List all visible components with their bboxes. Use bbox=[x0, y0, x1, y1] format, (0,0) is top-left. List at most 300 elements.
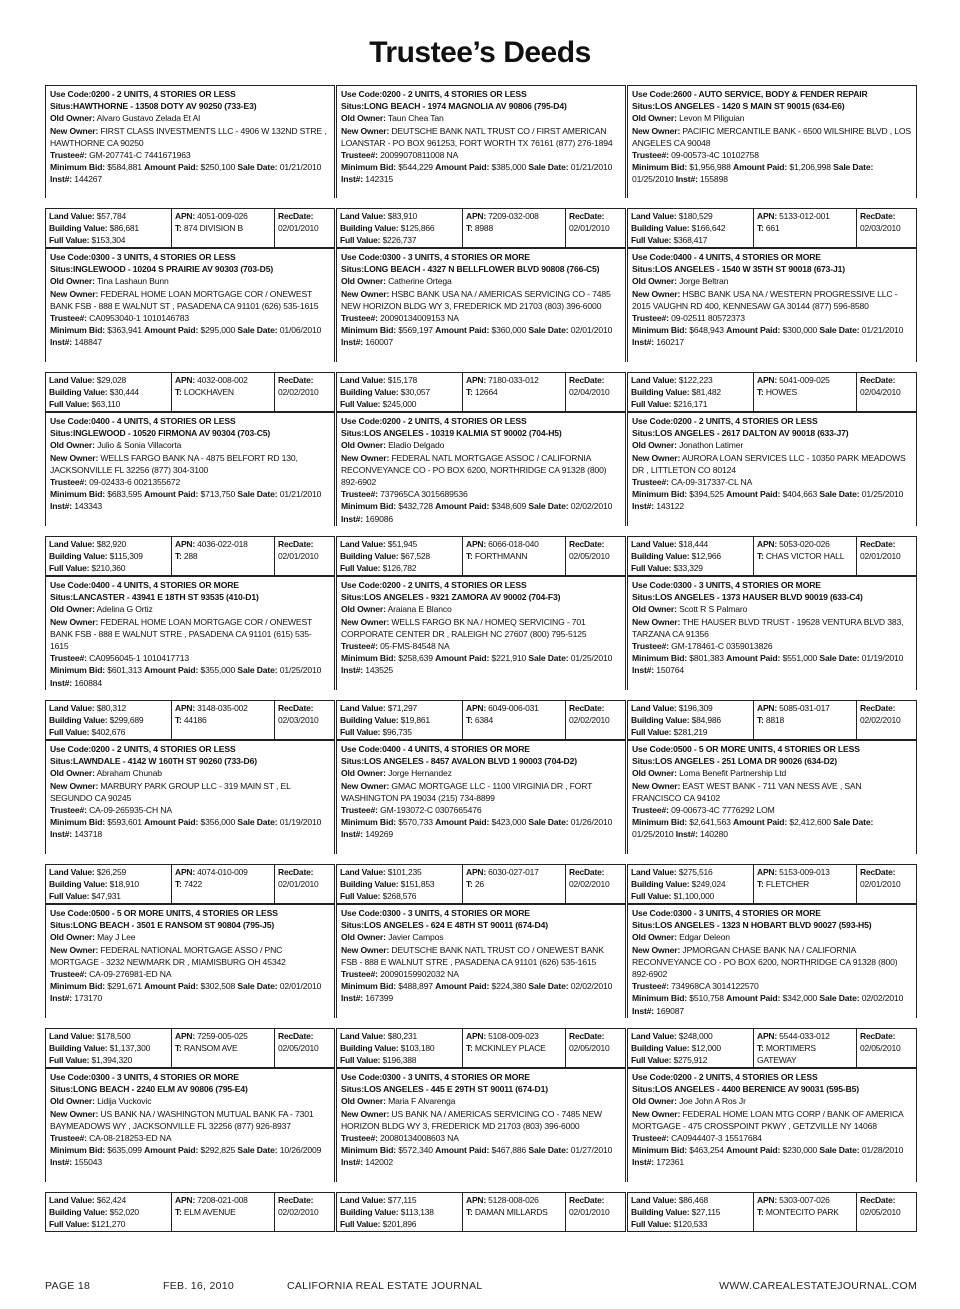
label-text: Full Value: bbox=[49, 563, 90, 573]
label-text: Amount Paid: bbox=[435, 817, 490, 828]
label-text: T: bbox=[757, 879, 764, 889]
label-text: T: bbox=[757, 551, 764, 561]
deed-values bbox=[45, 372, 335, 412]
label-text: Trustee#: bbox=[632, 805, 669, 816]
value-cell bbox=[337, 373, 463, 411]
value-cell bbox=[337, 1193, 463, 1231]
label-text: Minimum Bid: bbox=[341, 325, 397, 336]
sale-date: 01/25/2010 bbox=[570, 653, 613, 664]
new-owner-line bbox=[341, 1108, 621, 1132]
label-text: Minimum Bid: bbox=[341, 817, 397, 828]
situs: LOS ANGELES - 1373 HAUSER BLVD 90019 (633-C4) bbox=[654, 592, 863, 603]
value-cell bbox=[46, 865, 172, 903]
label-text: Old Owner: bbox=[341, 276, 386, 287]
use-code: 0200 - 2 UNITS, 4 STORIES OR LESS bbox=[382, 89, 527, 99]
label-text: New Owner: bbox=[50, 1108, 99, 1119]
building-value: $115,309 bbox=[109, 551, 143, 561]
label-text bbox=[340, 1054, 459, 1066]
minimum-bid: $488,897 bbox=[398, 981, 433, 992]
trustee-number: 05-FMS-84548 NA bbox=[380, 641, 450, 652]
recdate-cell bbox=[275, 1193, 334, 1231]
trustee-line bbox=[341, 804, 621, 816]
old-owner: Maria F Alvarenga bbox=[388, 1096, 456, 1107]
apn: 5053-020-026 bbox=[779, 539, 830, 549]
label-text: Building Value: bbox=[49, 551, 108, 561]
label-text: Situs: bbox=[50, 592, 73, 603]
label-text: New Owner: bbox=[341, 1108, 390, 1119]
tract: 8818 bbox=[765, 715, 784, 725]
apn: 5303-007-026 bbox=[779, 1195, 830, 1205]
new-owner-line bbox=[632, 944, 912, 981]
bid-line bbox=[341, 1144, 621, 1168]
label-text: Land Value: bbox=[49, 703, 95, 713]
deed-details bbox=[627, 248, 917, 362]
trustee-number: CA-09-265935-CH NA bbox=[89, 805, 172, 816]
tract: 26 bbox=[474, 879, 484, 889]
building-value: $125,866 bbox=[400, 223, 435, 233]
recdate-cell bbox=[566, 1193, 625, 1231]
bid-line bbox=[341, 324, 621, 348]
old-owner: Levon M Piliguian bbox=[679, 113, 745, 124]
apn: 7209-032-008 bbox=[488, 211, 539, 221]
deed-values bbox=[336, 1028, 626, 1068]
label-text: Situs: bbox=[50, 428, 73, 439]
apn-cell bbox=[172, 865, 275, 903]
use-code: 0300 - 3 UNITS, 4 STORIES OR MORE bbox=[673, 580, 821, 590]
label-text: Land Value: bbox=[340, 1031, 386, 1041]
label-text: Building Value: bbox=[631, 1207, 690, 1217]
label-text bbox=[466, 866, 562, 878]
label-text: New Owner: bbox=[341, 616, 390, 627]
deed-details bbox=[627, 740, 917, 854]
old-owner-line bbox=[341, 767, 621, 779]
label-text: New Owner: bbox=[632, 780, 681, 791]
label-text: Full Value: bbox=[49, 399, 90, 409]
label-text: Land Value: bbox=[631, 703, 677, 713]
old-owner-line bbox=[341, 112, 621, 124]
situs-line bbox=[50, 591, 330, 603]
deed-details bbox=[336, 85, 626, 198]
use-code-line bbox=[632, 907, 912, 919]
label-text: Amount Paid: bbox=[144, 489, 199, 500]
rec-date: 02/05/2010 bbox=[278, 1043, 319, 1053]
amount-paid: $302,508 bbox=[200, 981, 236, 992]
label-text: RecDate: bbox=[860, 703, 896, 713]
deed-details bbox=[336, 904, 626, 1018]
label-text bbox=[175, 1194, 271, 1206]
label-text bbox=[49, 210, 168, 222]
label-text: APN: bbox=[757, 211, 777, 221]
label-text: New Owner: bbox=[50, 452, 99, 463]
label-text: Sale Date: bbox=[528, 817, 569, 828]
bid-line bbox=[341, 652, 621, 676]
sale-date: 01/21/2010 bbox=[279, 489, 322, 500]
inst-number: 143718 bbox=[74, 829, 103, 840]
label-text: Full Value: bbox=[631, 727, 672, 737]
tract: MORTIMERS GATEWAY bbox=[757, 1043, 816, 1065]
label-text bbox=[340, 1194, 459, 1206]
label-text: Inst#: bbox=[341, 829, 364, 840]
label-text bbox=[340, 1206, 459, 1218]
new-owner: THE HAUSER BLVD TRUST - 19528 VENTURA BLVD 383, TARZANA CA 91356 bbox=[632, 616, 904, 639]
deed-values bbox=[45, 1028, 335, 1068]
deed-record bbox=[45, 85, 335, 248]
apn-cell bbox=[754, 537, 857, 575]
full-value: $1,394,320 bbox=[91, 1055, 133, 1065]
apn-cell bbox=[172, 373, 275, 411]
label-text: Inst#: bbox=[50, 174, 73, 185]
land-value: $83,910 bbox=[387, 211, 418, 221]
old-owner-line bbox=[341, 931, 621, 943]
label-text bbox=[631, 398, 750, 410]
label-text: Sale Date: bbox=[237, 489, 278, 500]
situs: LOS ANGELES - 8457 AVALON BLVD 1 90003 (704-D2) bbox=[363, 756, 577, 767]
label-text: Minimum Bid: bbox=[632, 162, 688, 173]
old-owner-line bbox=[632, 767, 912, 779]
label-text: Use Code: bbox=[341, 744, 383, 754]
label-text: Use Code: bbox=[632, 908, 674, 918]
recdate-cell bbox=[275, 1029, 334, 1067]
label-text bbox=[631, 1206, 750, 1218]
label-text: Minimum Bid: bbox=[341, 1145, 397, 1156]
label-text: Use Code: bbox=[341, 908, 383, 918]
new-owner-line bbox=[50, 944, 330, 968]
bid-line bbox=[50, 816, 330, 840]
label-text: Sale Date: bbox=[237, 665, 278, 676]
value-cell bbox=[628, 1029, 754, 1067]
label-text: Minimum Bid: bbox=[341, 162, 397, 173]
label-text bbox=[757, 1206, 853, 1218]
recdate-cell bbox=[275, 209, 334, 247]
label-text: RecDate: bbox=[278, 211, 314, 221]
value-cell bbox=[628, 701, 754, 739]
label-text: Amount Paid: bbox=[726, 489, 781, 500]
deed-details bbox=[45, 85, 335, 198]
label-text bbox=[49, 538, 168, 550]
label-text: Full Value: bbox=[631, 1219, 672, 1229]
situs: LOS ANGELES - 2617 DALTON AV 90018 (633-J7) bbox=[654, 428, 849, 439]
label-text: New Owner: bbox=[341, 944, 390, 955]
label-text: Land Value: bbox=[340, 211, 386, 221]
apn-cell bbox=[172, 1193, 275, 1231]
label-text: Sale Date: bbox=[237, 1145, 278, 1156]
building-value: $86,681 bbox=[109, 223, 139, 233]
label-text: Minimum Bid: bbox=[632, 993, 688, 1004]
inst-number: 155898 bbox=[700, 174, 728, 185]
tract: MONTECITO PARK bbox=[765, 1207, 839, 1217]
label-text: RecDate: bbox=[278, 703, 314, 713]
building-value: $12,966 bbox=[691, 551, 721, 561]
old-owner-line bbox=[50, 603, 330, 615]
trustee-line bbox=[632, 1132, 912, 1144]
rec-date: 02/01/2010 bbox=[860, 551, 901, 561]
amount-paid: $230,000 bbox=[782, 1145, 818, 1156]
full-value: $281,219 bbox=[673, 727, 708, 737]
deed-values bbox=[627, 700, 917, 740]
label-text: APN: bbox=[757, 867, 777, 877]
rec-date: 02/05/2010 bbox=[860, 1207, 901, 1217]
rec-date: 02/01/2010 bbox=[860, 879, 901, 889]
old-owner: Abraham Chunab bbox=[96, 768, 162, 779]
label-text: Full Value: bbox=[340, 399, 381, 409]
sale-date: 01/21/2010 bbox=[861, 325, 904, 336]
bid-line bbox=[632, 1144, 912, 1168]
label-text bbox=[631, 878, 750, 890]
new-owner: WELLS FARGO BANK NA - 4875 BELFORT RD 130, JACKSONVILLE FL 32256 (877) 304-3100 bbox=[50, 452, 298, 475]
label-text: Land Value: bbox=[340, 539, 386, 549]
old-owner-line bbox=[50, 767, 330, 779]
label-text: New Owner: bbox=[341, 125, 390, 136]
label-text bbox=[757, 386, 853, 398]
label-text: New Owner: bbox=[341, 452, 390, 463]
label-text: Old Owner: bbox=[50, 768, 95, 779]
label-text: New Owner: bbox=[632, 452, 681, 463]
sale-date: 01/25/2010 bbox=[861, 489, 904, 500]
minimum-bid: $593,601 bbox=[107, 817, 142, 828]
label-text: Minimum Bid: bbox=[50, 489, 106, 500]
apn-cell bbox=[754, 865, 857, 903]
land-value: $178,500 bbox=[96, 1031, 131, 1041]
page-title: Trustee’s Deeds bbox=[369, 36, 591, 69]
label-text bbox=[49, 550, 168, 562]
new-owner-line bbox=[50, 616, 330, 653]
new-owner: HSBC BANK USA NA / WESTERN PROGRESSIVE LLC - 2015 VAUGHN RD 400, KENNESAW GA 30144 (877) 596-8580 bbox=[632, 288, 898, 311]
label-text: Inst#: bbox=[632, 1005, 655, 1016]
bid-line bbox=[50, 324, 330, 348]
deed-record bbox=[336, 85, 626, 248]
situs-line bbox=[341, 755, 621, 767]
deed-details bbox=[627, 1068, 917, 1182]
old-owner: May J Lee bbox=[97, 932, 136, 943]
use-code-line bbox=[632, 88, 912, 100]
use-code: 0200 - 2 UNITS, 4 STORIES OR LESS bbox=[382, 416, 527, 426]
label-text bbox=[49, 234, 168, 246]
tract: 44186 bbox=[183, 715, 207, 725]
inst-number: 160217 bbox=[656, 337, 685, 348]
label-text bbox=[757, 702, 853, 714]
full-value: $196,388 bbox=[382, 1055, 417, 1065]
trustee-number: 737965CA 3015689536 bbox=[380, 489, 468, 500]
label-text: Sale Date: bbox=[237, 817, 278, 828]
label-text: Inst#: bbox=[50, 677, 73, 688]
situs: LOS ANGELES - 1323 N HOBART BLVD 90027 (593-H5) bbox=[654, 920, 872, 931]
apn: 5153-009-013 bbox=[779, 867, 830, 877]
label-text: Situs: bbox=[632, 592, 655, 603]
label-text: Situs: bbox=[341, 920, 364, 931]
trustee-number: GM-178461-C 0359013826 bbox=[671, 641, 773, 652]
minimum-bid: $572,340 bbox=[398, 1145, 433, 1156]
apn: 7208-021-008 bbox=[197, 1195, 248, 1205]
sale-date: 01/25/2010 bbox=[279, 665, 322, 676]
new-owner: GMAC MORTGAGE LLC - 1100 VIRGINIA DR , FORT WASHINGTON PA 19034 (215) 734-8899 bbox=[341, 780, 593, 803]
label-text: Building Value: bbox=[49, 387, 108, 397]
new-owner: FEDERAL HOME LOAN MORTGAGE COR / ONEWEST BANK FSB - 888 E WALNUT ST , PASADENA CA 91101 (626) 535-1615 bbox=[50, 288, 319, 311]
deed-details bbox=[45, 412, 335, 526]
deed-column bbox=[336, 85, 626, 1232]
label-text: Amount Paid: bbox=[726, 653, 781, 664]
new-owner-line bbox=[632, 288, 912, 312]
label-text: Amount Paid: bbox=[144, 325, 199, 336]
old-owner-line bbox=[341, 275, 621, 287]
label-text: Full Value: bbox=[340, 235, 381, 245]
deed-record bbox=[45, 248, 335, 412]
label-text: Use Code: bbox=[50, 744, 92, 754]
recdate-cell bbox=[566, 537, 625, 575]
label-text: APN: bbox=[175, 375, 195, 385]
label-text: RecDate: bbox=[860, 867, 896, 877]
building-value: $12,000 bbox=[691, 1043, 721, 1053]
new-owner: DEUTSCHE BANK NATL TRUST CO / FIRST AMERICAN LOANSTAR - PO BOX 961253, FORT WORTH TX 76161 (877) 276-1894 bbox=[341, 125, 613, 148]
sale-date: 02/02/2010 bbox=[570, 981, 613, 992]
label-text: Old Owner: bbox=[341, 768, 386, 779]
label-text bbox=[466, 1042, 562, 1054]
old-owner-line bbox=[341, 603, 621, 615]
minimum-bid: $291,671 bbox=[107, 981, 142, 992]
label-text: RecDate: bbox=[569, 1195, 605, 1205]
deed-record bbox=[627, 904, 917, 1068]
old-owner: Scott R S Palmaro bbox=[679, 604, 748, 615]
use-code-line bbox=[632, 1071, 912, 1083]
sale-date: 01/06/2010 bbox=[279, 325, 322, 336]
land-value: $80,231 bbox=[387, 1031, 418, 1041]
new-owner-line bbox=[50, 452, 330, 476]
rec-date: 02/02/2010 bbox=[278, 387, 319, 397]
bid-line bbox=[341, 500, 621, 524]
apn-cell bbox=[172, 209, 275, 247]
new-owner-line bbox=[341, 780, 621, 804]
inst-number: 142315 bbox=[365, 174, 394, 185]
situs: LONG BEACH - 3501 E RANSOM ST 90804 (795-J5) bbox=[72, 920, 275, 931]
trustee-line bbox=[341, 1132, 621, 1144]
use-code-line bbox=[632, 579, 912, 591]
label-text: T: bbox=[757, 1207, 764, 1217]
trustee-number: 734968CA 3014122570 bbox=[671, 981, 759, 992]
situs-line bbox=[341, 100, 621, 112]
sale-date: 01/21/2010 bbox=[570, 162, 613, 173]
label-text: Old Owner: bbox=[632, 113, 677, 124]
bid-line bbox=[632, 488, 912, 512]
label-text bbox=[631, 726, 750, 738]
label-text: Land Value: bbox=[49, 375, 95, 385]
value-cell bbox=[628, 209, 754, 247]
label-text: Use Code: bbox=[50, 580, 92, 590]
full-value: $210,360 bbox=[91, 563, 126, 573]
label-text: Inst#: bbox=[50, 337, 73, 348]
label-text bbox=[49, 878, 168, 890]
recdate-cell bbox=[857, 1029, 916, 1067]
label-text: T: bbox=[175, 551, 182, 561]
situs-line bbox=[632, 919, 912, 931]
label-text: APN: bbox=[175, 703, 195, 713]
old-owner: Catherine Ortega bbox=[388, 276, 452, 287]
trustee-line bbox=[341, 968, 621, 980]
minimum-bid: $432,728 bbox=[398, 501, 433, 512]
label-text bbox=[466, 386, 562, 398]
deed-record bbox=[627, 1068, 917, 1232]
label-text: Full Value: bbox=[631, 563, 672, 573]
label-text bbox=[757, 550, 853, 562]
full-value: $216,171 bbox=[673, 399, 708, 409]
label-text bbox=[631, 562, 750, 574]
land-value: $180,529 bbox=[678, 211, 713, 221]
value-cell bbox=[337, 209, 463, 247]
label-text: RecDate: bbox=[569, 1031, 605, 1041]
old-owner-line bbox=[632, 603, 912, 615]
full-value: $226,737 bbox=[382, 235, 417, 245]
label-text: Sale Date: bbox=[833, 162, 874, 173]
trustee-line bbox=[50, 652, 330, 664]
use-code-line bbox=[341, 88, 621, 100]
label-text bbox=[49, 1054, 168, 1066]
label-text: Minimum Bid: bbox=[341, 981, 397, 992]
situs-line bbox=[341, 263, 621, 275]
use-code-line bbox=[50, 251, 330, 263]
deed-record bbox=[627, 85, 917, 248]
trustee-line bbox=[632, 312, 912, 324]
building-value: $1,137,300 bbox=[109, 1043, 151, 1053]
use-code-line bbox=[341, 415, 621, 427]
label-text bbox=[340, 374, 459, 386]
label-text bbox=[175, 222, 271, 234]
amount-paid: $467,886 bbox=[491, 1145, 527, 1156]
use-code: 0400 - 4 UNITS, 4 STORIES OR MORE bbox=[382, 744, 530, 754]
label-text: Amount Paid: bbox=[435, 1145, 490, 1156]
label-text: Land Value: bbox=[340, 867, 386, 877]
full-value: $47,931 bbox=[91, 891, 121, 901]
label-text: RecDate: bbox=[860, 539, 896, 549]
label-text: New Owner: bbox=[50, 780, 99, 791]
label-text: Sale Date: bbox=[528, 653, 569, 664]
old-owner: Jorge Hernandez bbox=[388, 768, 452, 779]
apn-cell bbox=[463, 1029, 566, 1067]
value-cell bbox=[46, 701, 172, 739]
label-text bbox=[631, 222, 750, 234]
label-text bbox=[340, 234, 459, 246]
rec-date: 02/02/2010 bbox=[278, 1207, 319, 1217]
use-code: 0300 - 3 UNITS, 4 STORIES OR MORE bbox=[673, 908, 821, 918]
label-text bbox=[49, 386, 168, 398]
use-code-line bbox=[341, 743, 621, 755]
old-owner: Taun Chea Tan bbox=[387, 113, 444, 124]
label-text bbox=[49, 222, 168, 234]
label-text bbox=[175, 714, 271, 726]
label-text: Situs: bbox=[50, 101, 73, 112]
deed-record bbox=[336, 412, 626, 576]
building-value: $113,138 bbox=[400, 1207, 434, 1217]
label-text: Minimum Bid: bbox=[632, 1145, 688, 1156]
label-text: Old Owner: bbox=[341, 440, 386, 451]
bid-line bbox=[632, 652, 912, 676]
rec-date: 02/02/2010 bbox=[860, 715, 901, 725]
inst-number: 169087 bbox=[656, 1005, 685, 1016]
use-code: 0200 - 2 UNITS, 4 STORIES OR LESS bbox=[91, 89, 236, 99]
rec-date: 02/01/2010 bbox=[278, 879, 319, 889]
recdate-cell bbox=[566, 701, 625, 739]
label-text: Trustee#: bbox=[341, 489, 378, 500]
inst-number: 172361 bbox=[656, 1157, 685, 1168]
label-text: T: bbox=[757, 387, 764, 397]
new-owner: EAST WEST BANK - 711 VAN NESS AVE , SAN FRANCISCO CA 94102 bbox=[632, 780, 862, 803]
use-code-line bbox=[632, 251, 912, 263]
label-text bbox=[340, 878, 459, 890]
deed-record bbox=[45, 904, 335, 1068]
label-text: Use Code: bbox=[632, 580, 674, 590]
building-value: $52,020 bbox=[109, 1207, 139, 1217]
label-text: Full Value: bbox=[49, 1055, 90, 1065]
label-text bbox=[340, 866, 459, 878]
label-text: Old Owner: bbox=[632, 604, 677, 615]
label-text bbox=[466, 878, 562, 890]
